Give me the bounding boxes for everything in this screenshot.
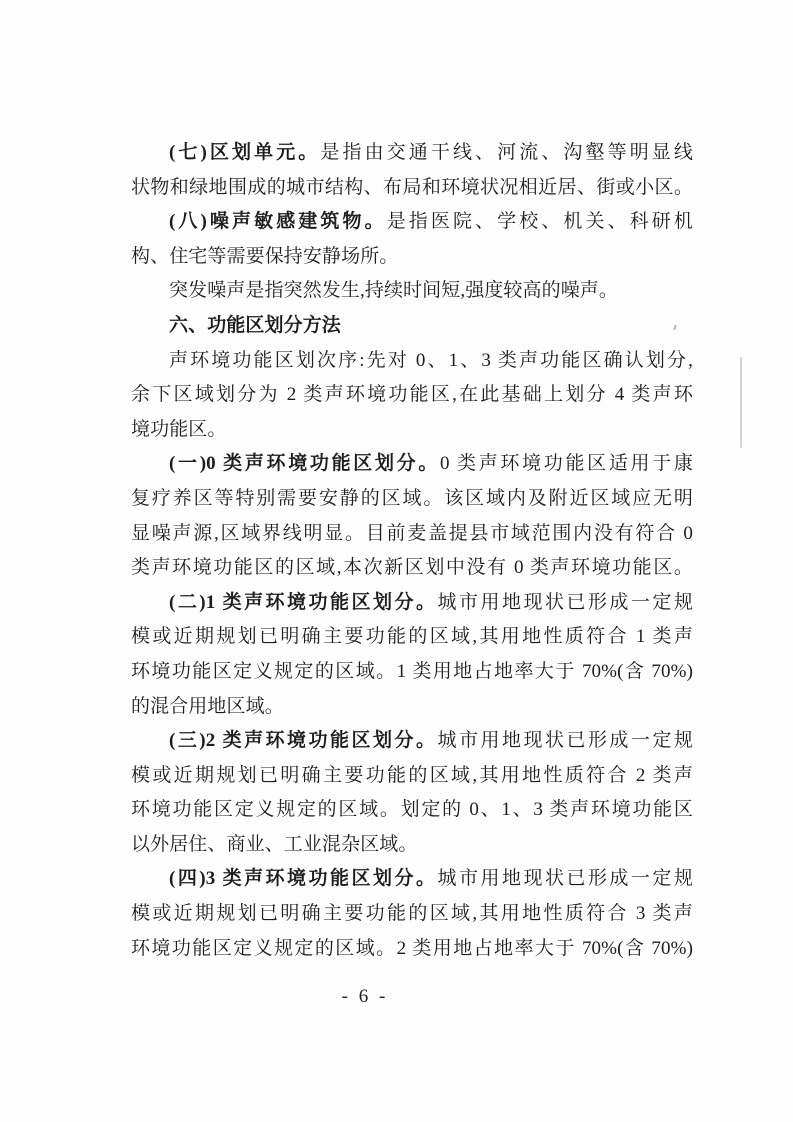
text-line xyxy=(131,413,693,448)
text-segment: 状物和绿地围成的城市结构、布局和环境状况相近居、街或小区。 xyxy=(131,176,693,198)
text-segment: 以外居住、商业、工业混杂区域。 xyxy=(131,833,418,855)
text-line xyxy=(131,620,693,655)
text-segment: 城市用地现状已形成一定规 xyxy=(437,868,694,890)
text-line xyxy=(131,655,693,690)
text-segment: 模或近期规划已明确主要功能的区域,其用地性质符合 2 类声 xyxy=(131,764,693,786)
bold-text-segment: 六、功能区划分方法 xyxy=(169,314,341,336)
page-number: - 6 - xyxy=(341,986,389,1007)
text-line xyxy=(131,793,693,828)
text-line xyxy=(131,897,693,932)
text-line xyxy=(131,759,693,794)
text-line xyxy=(131,517,693,552)
text-line xyxy=(131,171,693,206)
text-segment: 的混合用地区域。 xyxy=(131,695,284,717)
text-segment: 模或近期规划已明确主要功能的区域,其用地性质符合 3 类声 xyxy=(131,903,693,925)
text-segment: 环境功能区定义规定的区域。2 类用地占地率大于 70%(含 70%) xyxy=(131,937,693,959)
bold-text-segment: (二)1 类声环境功能区划分。 xyxy=(169,591,438,613)
text-segment: 0 类声环境功能区适用于康 xyxy=(440,453,693,475)
text-segment: 城市用地现状已形成一定规 xyxy=(437,730,694,752)
text-line xyxy=(131,586,693,621)
text-line xyxy=(131,932,693,967)
text-line xyxy=(131,482,693,517)
text-line xyxy=(131,205,693,240)
scan-line-artifact xyxy=(740,357,742,448)
text-line xyxy=(131,344,693,379)
text-line xyxy=(131,724,693,759)
text-segment: 是指由交通干线、河流、沟壑等明显线 xyxy=(320,142,693,163)
text-segment: 模或近期规划已明确主要功能的区域,其用地性质符合 1 类声 xyxy=(131,626,693,648)
text-segment: 环境功能区定义规定的区域。划定的 0、1、3 类声环境功能区 xyxy=(131,799,693,821)
bold-text-segment: (三)2 类声环境功能区划分。 xyxy=(169,730,438,752)
text-segment: 显噪声源,区域界线明显。目前麦盖提县市域范围内没有符合 0 xyxy=(131,522,693,544)
text-line xyxy=(131,828,693,863)
text-segment: 复疗养区等特别需要安静的区域。该区域内及附近区域应无明 xyxy=(131,487,693,509)
text-segment: 余下区域划分为 2 类声环境功能区,在此基础上划分 4 类声环 xyxy=(131,384,693,406)
text-segment: 突发噪声是指突然发生,持续时间短,强度较高的噪声。 xyxy=(169,280,619,302)
text-line xyxy=(131,378,693,413)
text-line xyxy=(131,551,693,586)
text-line xyxy=(131,447,693,482)
text-segment: 城市用地现状已形成一定规 xyxy=(437,591,694,613)
text-segment: 类声环境功能区的区域,本次新区划中没有 0 类声环境功能区。 xyxy=(131,557,693,579)
bold-text-segment: (一)0 类声环境功能区划分。 xyxy=(169,453,441,475)
bold-text-segment: (八)噪声敏感建筑物。 xyxy=(169,211,387,233)
text-line xyxy=(131,690,693,725)
bold-text-segment: (七)区划单元。 xyxy=(169,142,321,163)
text-segment: 境功能区。 xyxy=(131,418,227,440)
text-segment: 是指医院、学校、机关、科研机 xyxy=(386,211,693,233)
bold-text-segment: (四)3 类声环境功能区划分。 xyxy=(169,868,438,890)
text-line xyxy=(131,240,693,275)
text-line xyxy=(131,274,693,309)
text-segment: 声环境功能区划次序:先对 0、1、3 类声功能区确认划分, xyxy=(169,349,693,371)
text-segment: 构、住宅等需要保持安静场所。 xyxy=(131,245,399,267)
text-block xyxy=(131,136,693,966)
section-heading xyxy=(131,309,693,344)
text-segment: 环境功能区定义规定的区域。1 类用地占地率大于 70%(含 70%) xyxy=(131,660,693,682)
text-line xyxy=(131,862,693,897)
text-line xyxy=(131,136,693,171)
